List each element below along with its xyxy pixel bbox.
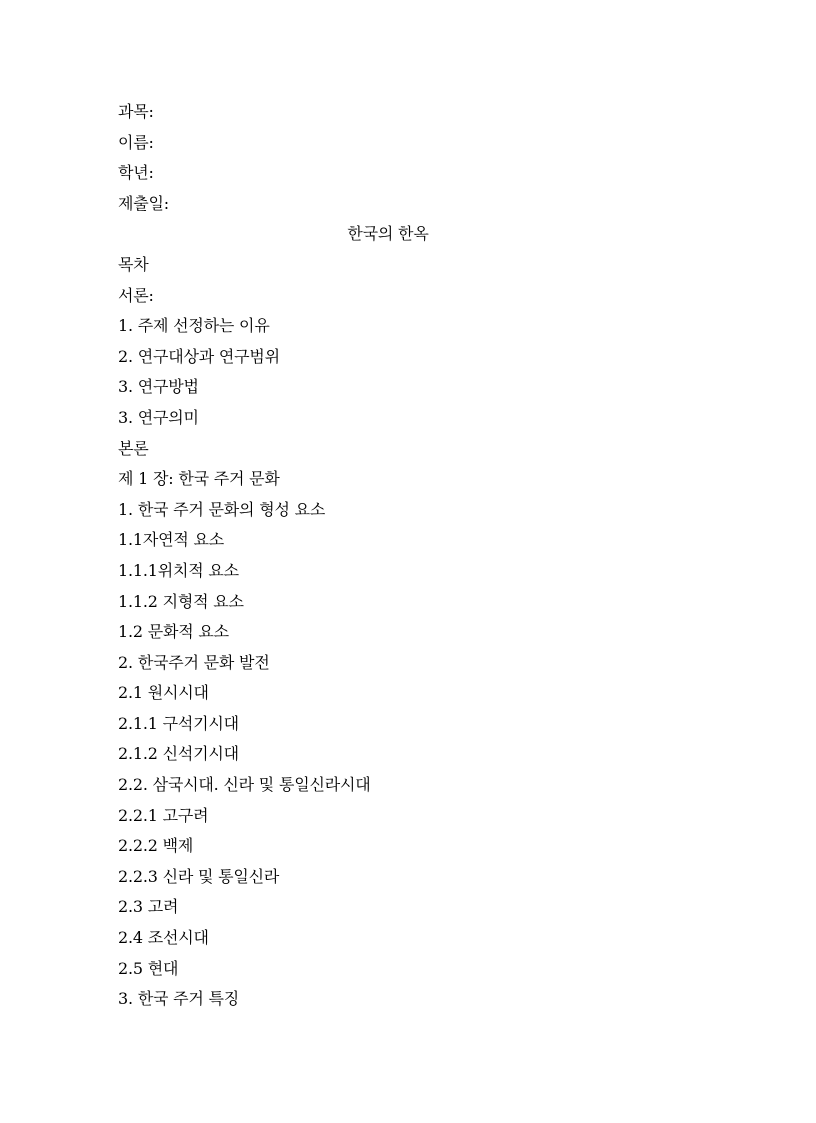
toc-item: 2.2.2 백제 [118,836,194,856]
document-content [118,97,698,1015]
toc-item: 본론 [118,438,149,458]
document-title: 한국의 한옥 [347,224,429,244]
toc-item: 1. 주제 선정하는 이유 [118,316,270,336]
toc-item: 2.2.3 신라 및 통일신라 [118,866,280,886]
toc-item: 3. 한국 주거 특징 [118,989,240,1009]
toc-item: 2.3 고려 [118,897,179,917]
toc-item: 2.4 조선시대 [118,928,209,948]
toc-item: 2.2. 삼국시대. 신라 및 통일신라시대 [118,775,371,795]
date-label: 제출일: [118,193,169,213]
toc-item: 1.1.2 지형적 요소 [118,591,244,611]
toc-item: 1.1.1위치적 요소 [118,560,239,580]
toc-item: 서론: [118,285,154,305]
subject-label: 과목: [118,102,154,121]
toc-item: 제 1 장: 한국 주거 문화 [118,469,280,489]
name-label: 이름: [118,132,154,152]
toc-item: 2.1.1 구석기시대 [118,713,239,733]
toc-item: 1.1자연적 요소 [118,530,225,550]
toc-item: 2.1 원시시대 [118,683,209,703]
toc-item: 2.1.2 신석기시대 [118,744,239,764]
toc-item: 3. 연구방법 [118,377,199,397]
toc-item: 2.5 현대 [118,958,179,978]
toc-list [118,281,698,1015]
grade-label: 학년: [118,163,154,183]
toc-item: 3. 연구의미 [118,407,199,427]
toc-item: 2.2.1 고구려 [118,805,209,825]
toc-item: 2. 한국주거 문화 발전 [118,652,270,672]
toc-item: 2. 연구대상과 연구범위 [118,346,280,366]
toc-item: 1.2 문화적 요소 [118,622,229,642]
toc-item: 1. 한국 주거 문화의 형성 요소 [118,499,326,519]
toc-heading: 목차 [118,254,149,274]
